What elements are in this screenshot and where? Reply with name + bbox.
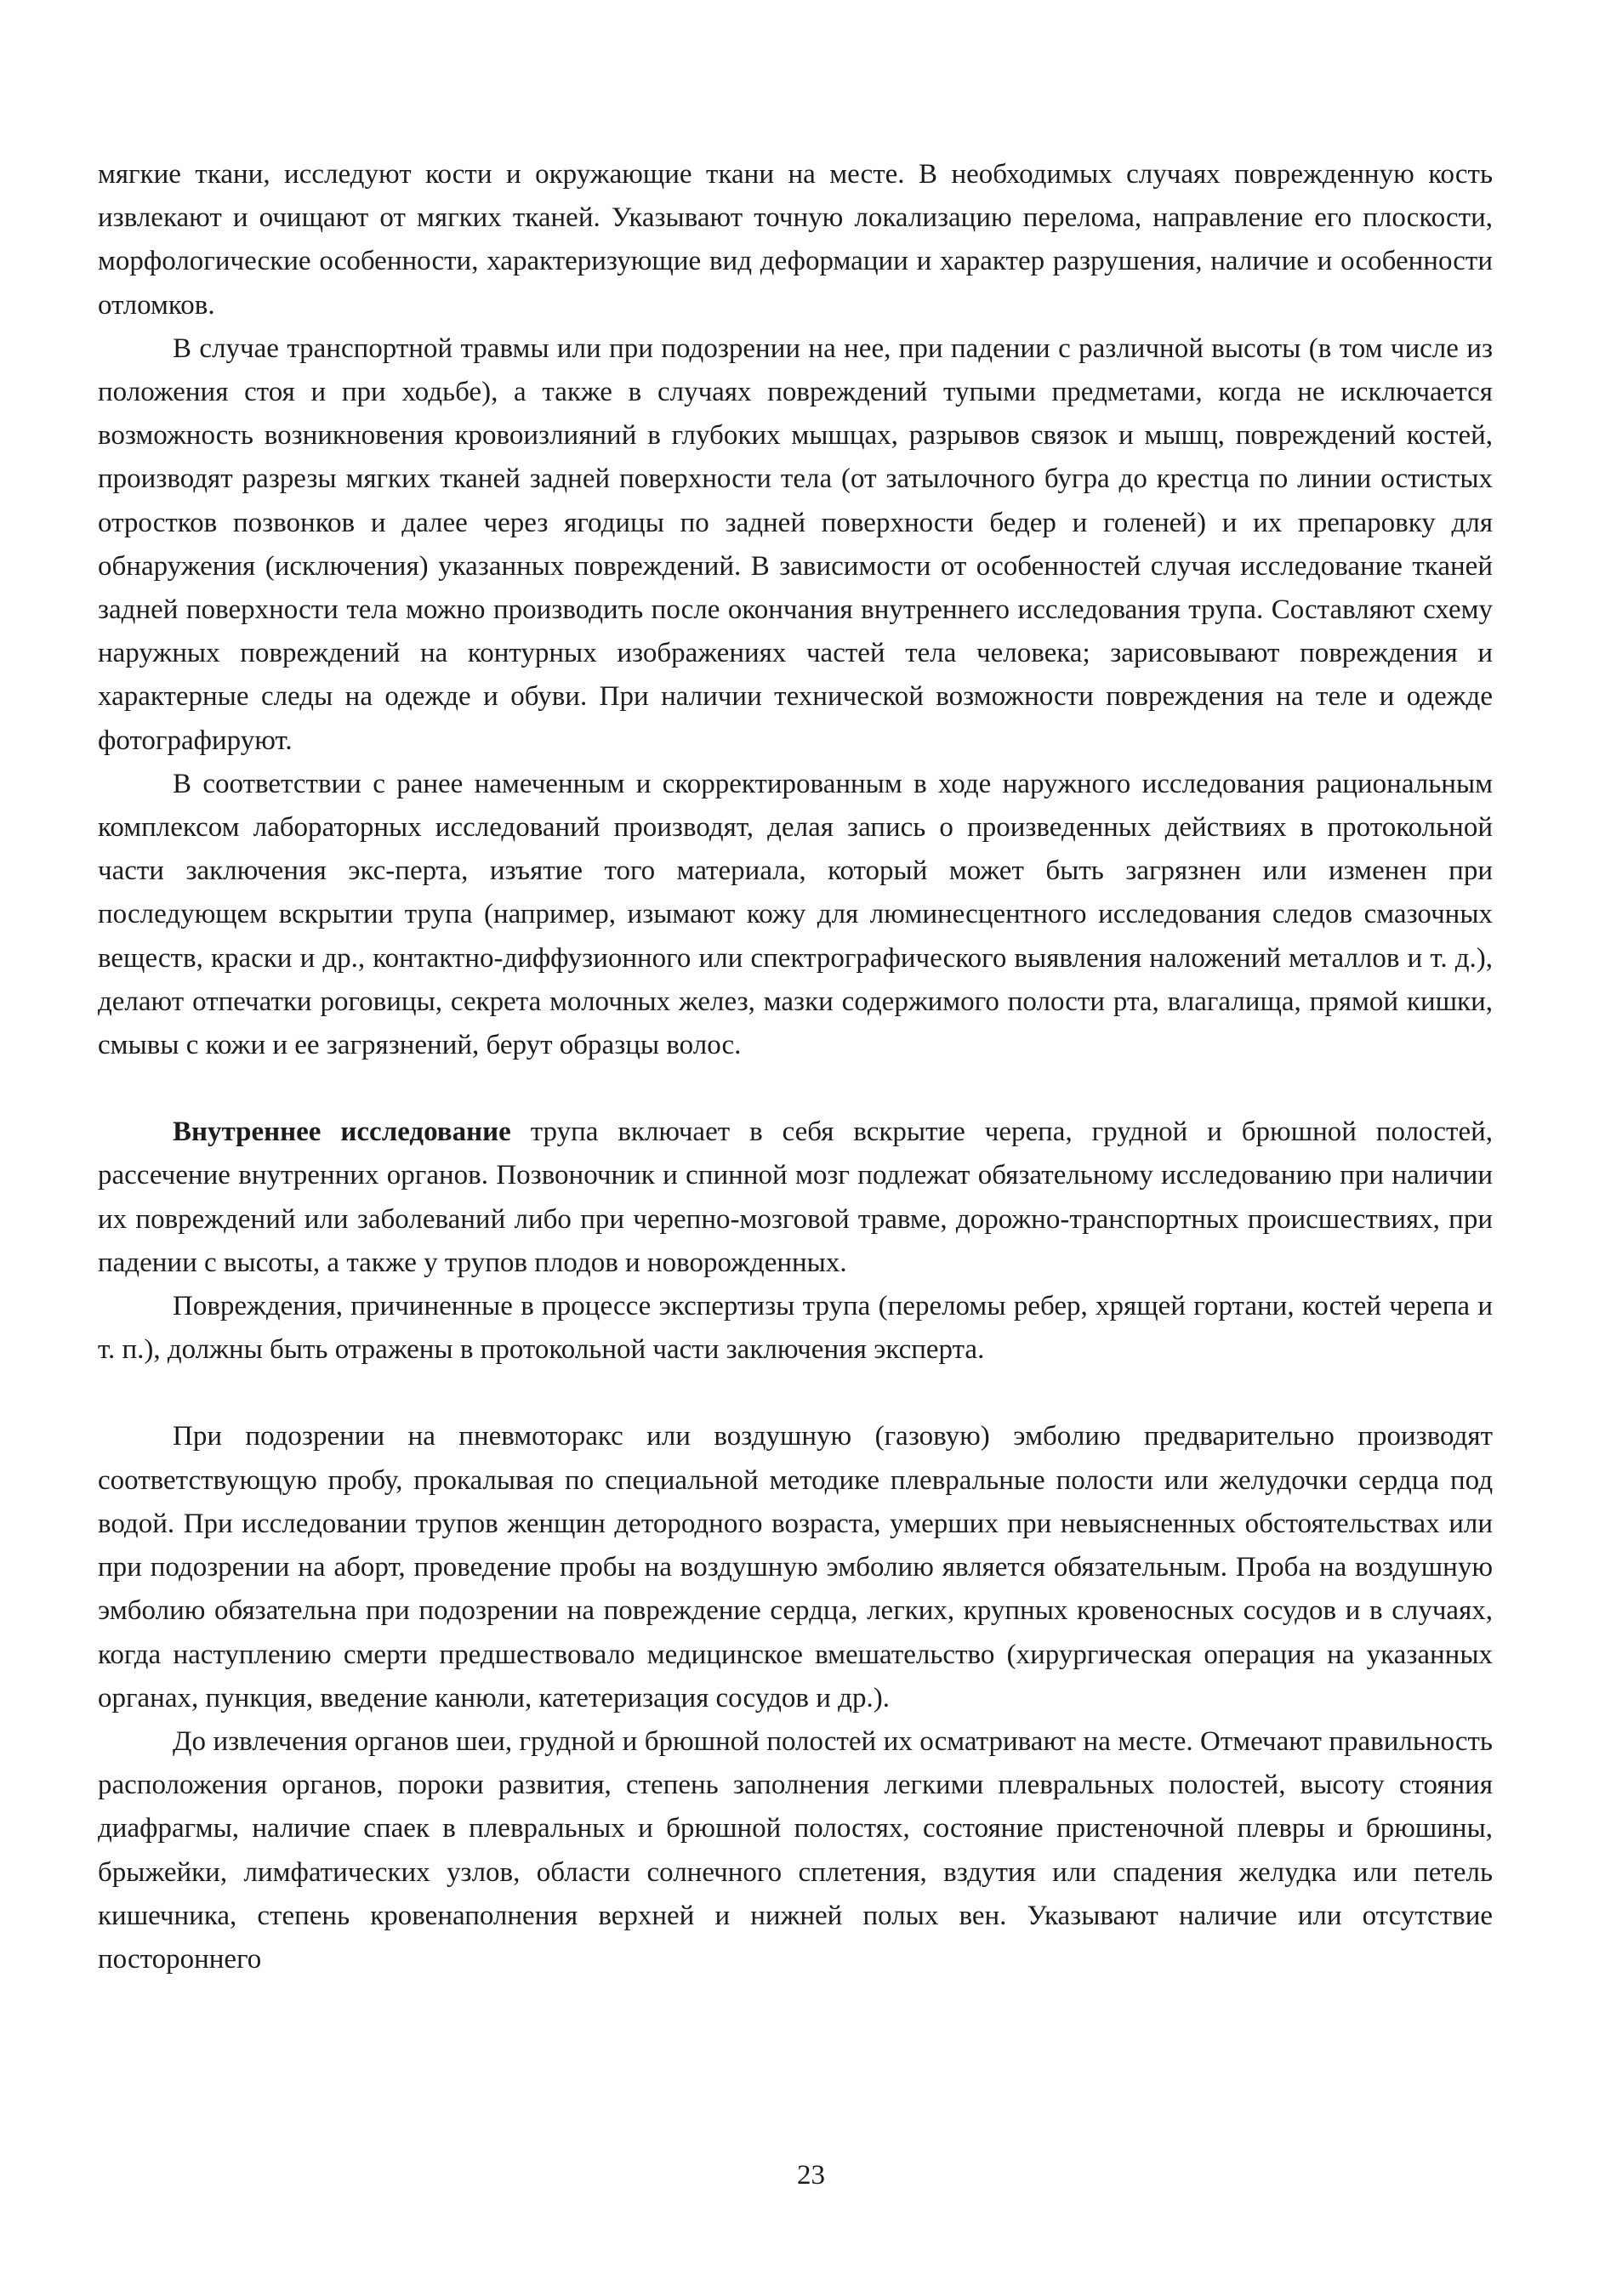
body-text [98, 153, 1493, 1981]
section-heading-internal-examination: Внутреннее исследование [173, 1117, 511, 1148]
paragraph-6: При подозрении на пневмоторакс или воздушную (газовую) эмболию предварительно производят соответствующую пробу, прокалывая по специальной методике плевральные полости или желудочки сердца под водой. При исследовании трупов женщин детородного возраста, умерших при невыясненных обстоятельствах или при подозрении на аборт, проведение пробы на воздушную эмболию является обязательным. Проба на воздушную эмболию обязательна при подозрении на повреждение сердца, легких, крупных кровеносных сосудов и в случаях, когда наступлению смерти предшествовало медицинское вмешательство (хирургическая операция на указанных органах, пункция, введение канюли, катетеризация сосудов и др.). [98, 1421, 1493, 1713]
paragraph-4 [98, 1111, 1493, 1285]
paragraph-1: мягкие ткани, исследуют кости и окружающие ткани на месте. В необходимых случаях поврежденную кость извлекают и очищают от мягких тканей. Указывают точную локализацию перелома, направление его плоскости, морфологические особенности, характеризующие вид деформации и характер разрушения, наличие и особенности отломков. [98, 159, 1493, 321]
paragraph-5: Повреждения, причиненные в процессе экспертизы трупа (переломы ребер, хрящей гортани, костей черепа и т. п.), должны быть отражены в протокольной части заключения эксперта. [98, 1291, 1493, 1366]
page-number: 23 [797, 2160, 825, 2191]
paragraph-4-text: трупа включает в себя вскрытие черепа, грудной и брюшной полостей, рассечение внутренних органов. Позвоночник и спинной мозг подлежат обязательному исследованию при наличии их повреждений или заболеваний либо при черепно-мозговой травме, дорожно-транспортных происшествиях, при падении с высоты, а также у трупов плодов и новорожденных. [98, 1117, 1494, 1278]
paragraph-2: В случае транспортной травмы или при подозрении на нее, при падении с различной высоты (в том числе из положения стоя и при ходьбе), а также в случаях повреждений тупыми предметами, когда не исключается возможность возникновения кровоизлияний в глубоких мышцах, разрывов связок и мышц, повреждений костей, производят разрезы мягких тканей задней поверхности тела (от затылочного бугра до крестца по линии остистых отростков позвонков и далее через ягодицы по задней поверхности бедер и голеней) и их препаровку для обнаружения (исключения) указанных повреждений. В зависимости от особенностей случая исследование тканей задней поверхности тела можно производить после окончания внутреннего исследования трупа. Составляют схему наружных повреждений на контурных изображениях частей тела человека; зарисовывают повреждения и характерные следы на одежде и обуви. При наличии технической возможности повреждения на теле и одежде фотографируют. [98, 332, 1493, 756]
paragraph-3: В соответствии с ранее намеченным и скорректированным в ходе наружного исследования рациональным комплексом лабораторных исследований производят, делая запись о произведенных действиях в протокольной части заключения экс-перта, изъятие того материала, который может быть загрязнен или изменен при последующем вскрытии трупа (например, изымают кожу для люминесцентного исследования следов смазочных веществ, краски и др., контактно-диффузионного или спектрографического выявления наложений металлов и т. д.), делают отпечатки роговицы, секрета молочных желез, мазки содержимого полости рта, влагалища, прямой кишки, смывы с кожи и ее загрязнений, берут образцы волос. [98, 768, 1493, 1061]
paragraph-7: До извлечения органов шеи, грудной и брюшной полостей их осматривают на месте. Отмечают правильность расположения органов, пороки развития, степень заполнения легкими плевральных полостей, высоту стояния диафрагмы, наличие спаек в плевральных и брюшной полостях, состояние пристеночной плевры и брюшины, брыжейки, лимфатических узлов, области солнечного сплетения, вздутия или спадения желудка или петель кишечника, степень кровенаполнения верхней и нижней полых вен. Указывают наличие или отсутствие постороннего [98, 1725, 1493, 1975]
